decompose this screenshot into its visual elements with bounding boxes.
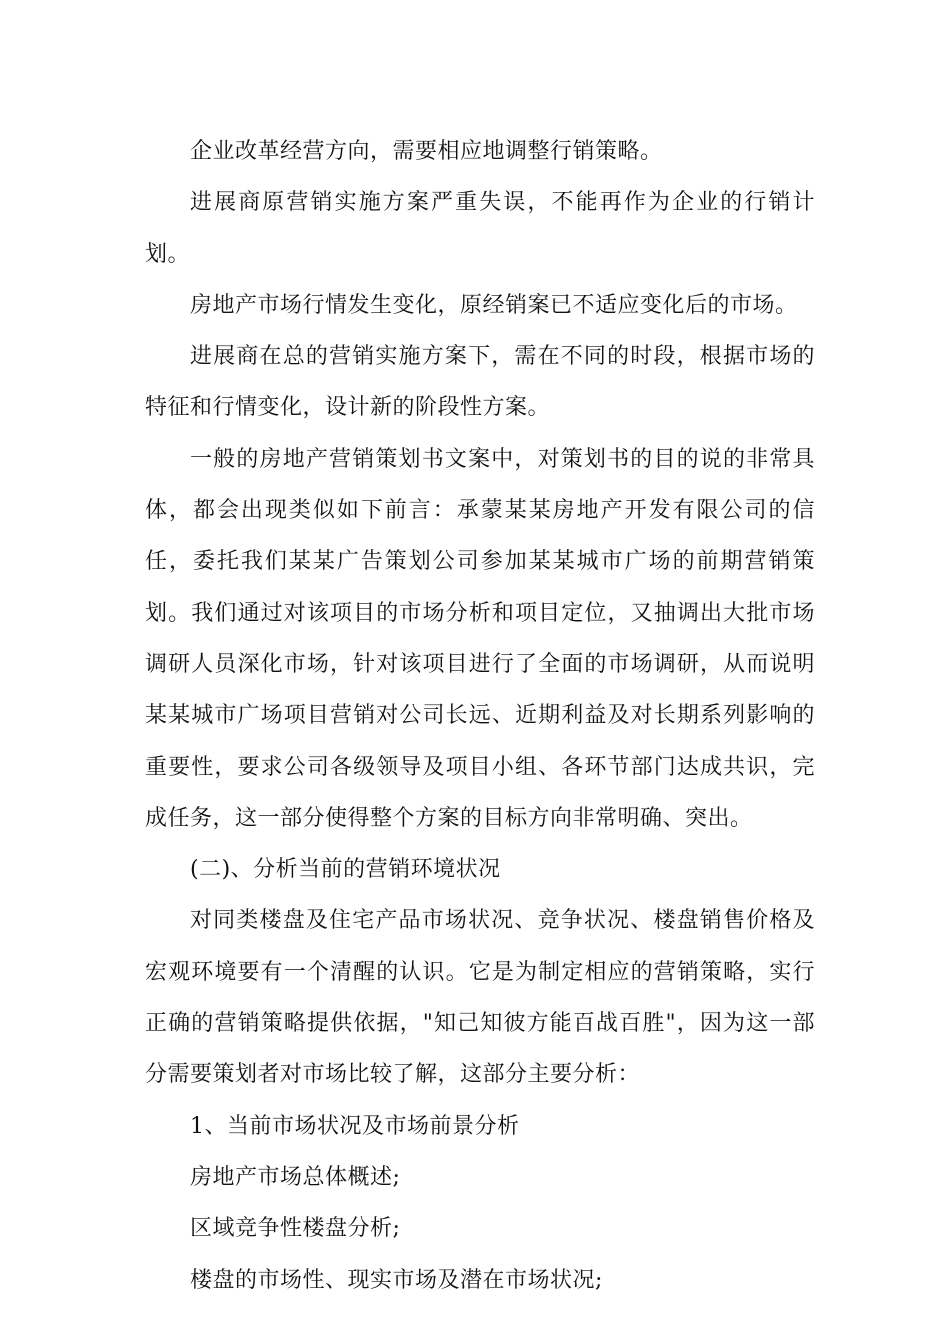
paragraph-2: 进展商原营销实施方案严重失误，不能再作为企业的行销计划。 <box>145 190 815 267</box>
paragraph-5: 一般的房地产营销策划书文案中，对策划书的目的说的非常具体，都会出现类似如下前言：承蒙某某房地产开发有限公司的信任，委托我们某某广告策划公司参加某某城市广场的前期营销策划。我们通过对该项目的市场分析和项目定位，又抽调出大批市场调研人员深化市场，针对该项目进行了全面的市场调研，从而说明某某城市广场项目营销对公司长远、近期利益及对长期系列影响的重要性，要求公司各级领导及项目小组、各环节部门达成共识，完成任务，这一部分使得整个方案的目标方向非常明确、突出。 <box>145 446 815 831</box>
paragraph-6: 对同类楼盘及住宅产品市场状况、竞争状况、楼盘销售价格及宏观环境要有一个清醒的认识。它是为制定相应的营销策略，实行正确的营销策略提供依据，"知己知彼方能百战百胜"，因为这一部分需要策划者对市场比较了解，这部分主要分析： <box>145 908 815 1088</box>
section-heading: (二)、分析当前的营销环境状况 <box>190 857 501 883</box>
paragraph-1: 企业改革经营方向，需要相应地调整行销策略。 <box>190 139 663 164</box>
list-item: 楼盘的市场性、现实市场及潜在市场状况; <box>190 1267 603 1293</box>
list-item: 区域竞争性楼盘分析; <box>190 1216 401 1242</box>
paragraph-3: 房地产市场行情发生变化，原经销案已不适应变化后的市场。 <box>190 292 798 318</box>
document-body <box>145 126 815 1306</box>
paragraph-4: 进展商在总的营销实施方案下，需在不同的时段，根据市场的特征和行情变化，设计新的阶段性方案。 <box>145 344 815 421</box>
subsection-heading: 1、当前市场状况及市场前景分析 <box>190 1113 520 1139</box>
list-item: 房地产市场总体概述; <box>190 1164 401 1190</box>
